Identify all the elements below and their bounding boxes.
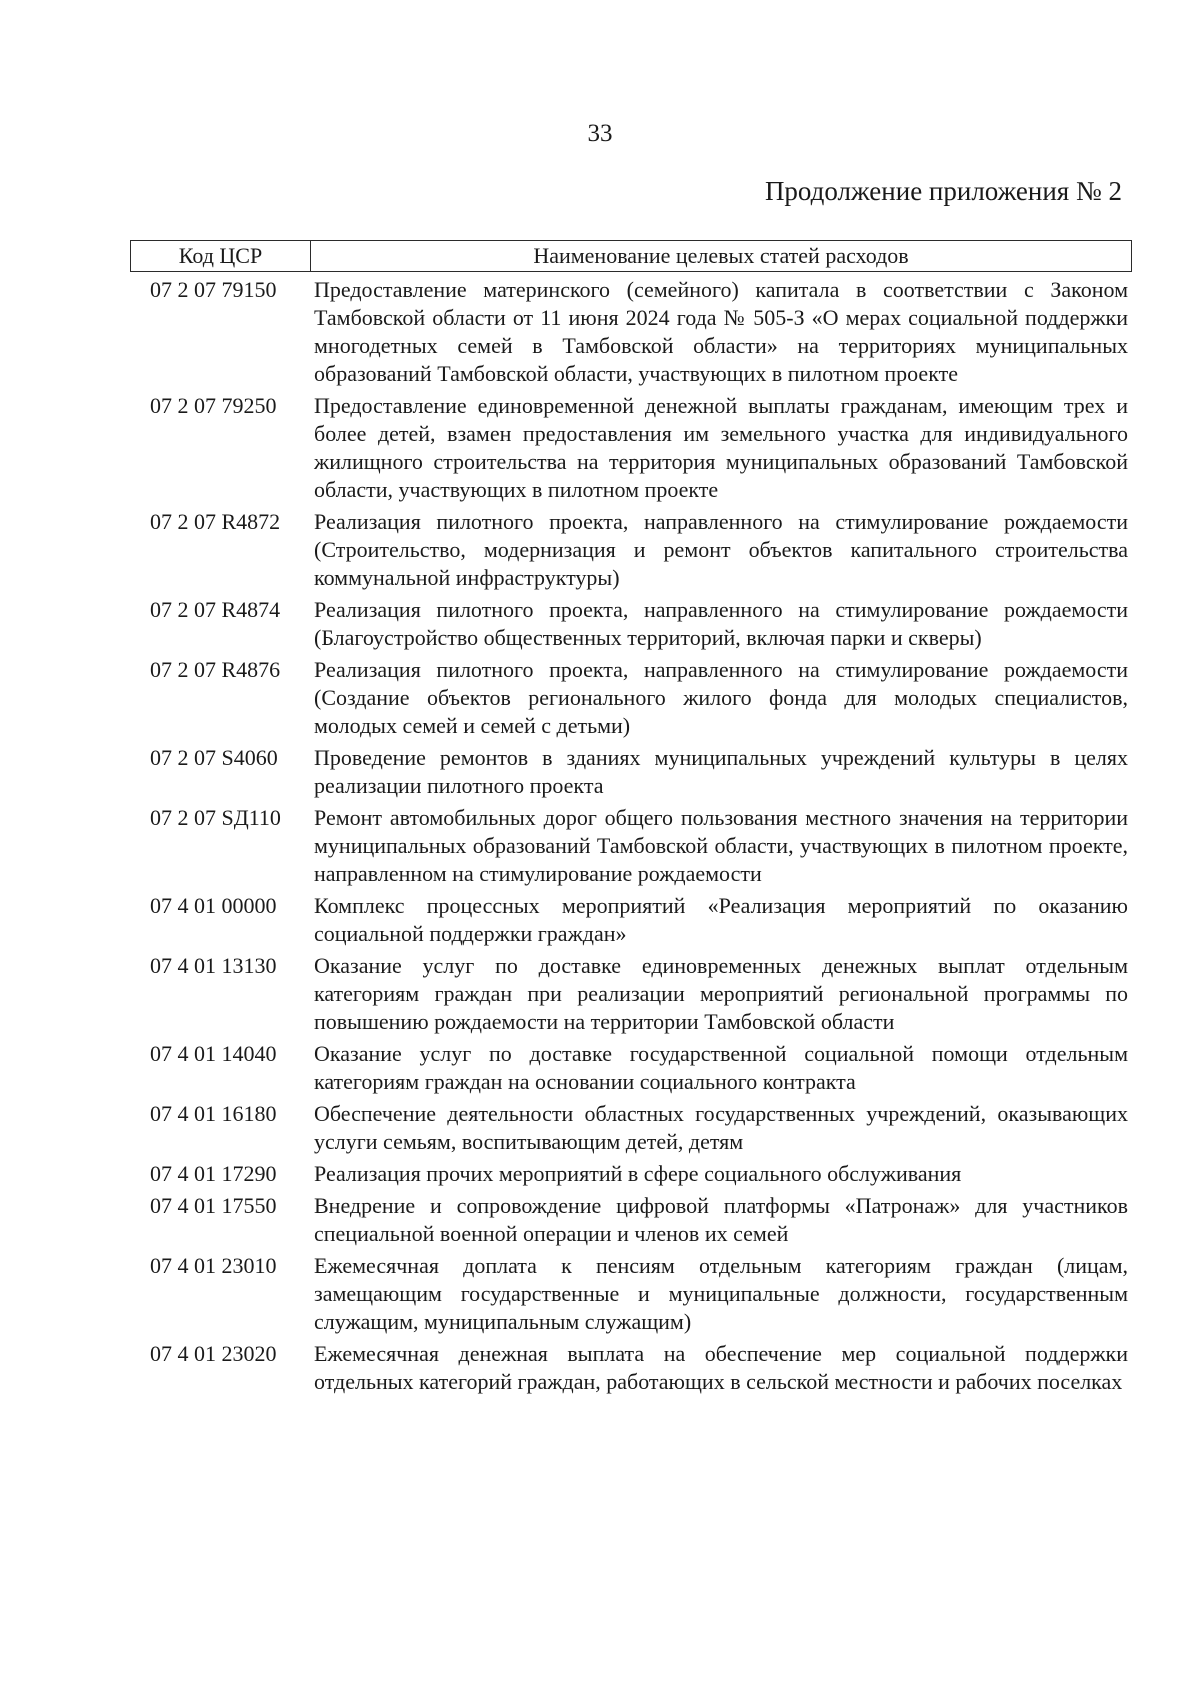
row-name: Оказание услуг по доставке государственной социальной помощи отдельным категориям граждан на основании социального контракта — [314, 1041, 1128, 1094]
row-name: Реализация прочих мероприятий в сфере социального обслуживания — [314, 1161, 962, 1186]
row-code: 07 4 01 17290 — [150, 1161, 277, 1186]
row-code: 07 2 07 79150 — [150, 277, 277, 302]
row-name: Реализация пилотного проекта, направленного на стимулирование рождаемости (Благоустройство общественных территорий, включая парки и скверы) — [314, 597, 1128, 650]
row-code: 07 2 07 R4872 — [150, 509, 281, 534]
table-row — [130, 596, 1132, 652]
table-row — [130, 656, 1132, 740]
table-row — [130, 1160, 1132, 1188]
row-code: 07 2 07 79250 — [150, 393, 277, 418]
row-code: 07 4 01 17550 — [150, 1193, 277, 1218]
row-name: Проведение ремонтов в зданиях муниципальных учреждений культуры в целях реализации пилотного проекта — [314, 745, 1128, 798]
row-name: Ремонт автомобильных дорог общего пользования местного значения на территории муниципальных образований Тамбовской области, участвующих в пилотном проекте, направленном на стимулирование рождаемости — [314, 805, 1128, 886]
row-code: 07 4 01 23010 — [150, 1253, 277, 1278]
table-row — [130, 744, 1132, 800]
page-number: 33 — [587, 120, 613, 147]
row-name: Оказание услуг по доставке единовременных денежных выплат отдельным категориям граждан при реализации мероприятий региональной программы по повышению рождаемости на территории Тамбовской области — [314, 953, 1128, 1034]
row-name: Реализация пилотного проекта, направленного на стимулирование рождаемости (Строительство, модернизация и ремонт объектов капитального строительства коммунальной инфраструктуры) — [314, 509, 1128, 590]
table-row — [130, 1040, 1132, 1096]
header-name: Наименование целевых статей расходов — [533, 243, 909, 268]
table-row — [130, 1340, 1132, 1396]
row-code: 07 2 07 S4060 — [150, 745, 278, 770]
table-body — [130, 272, 1132, 1396]
row-code: 07 4 01 00000 — [150, 893, 277, 918]
row-code: 07 4 01 13130 — [150, 953, 277, 978]
appendix-title: Продолжение приложения № 2 — [764, 176, 1122, 206]
row-name: Ежемесячная доплата к пенсиям отдельным категориям граждан (лицам, замещающим государственные и муниципальные должности, государственным служащим, муниципальным служащим) — [314, 1253, 1128, 1334]
table-row — [130, 952, 1132, 1036]
row-code: 07 2 07 R4874 — [150, 597, 281, 622]
row-name: Внедрение и сопровождение цифровой платформы «Патронаж» для участников специальной военной операции и членов их семей — [314, 1193, 1128, 1246]
expenditure-table — [130, 240, 1132, 1396]
row-name: Предоставление единовременной денежной выплаты гражданам, имеющим трех и более детей, взамен предоставления им земельного участка для индивидуального жилищного строительства на территория муниципальных образований Тамбовской области, участвующих в пилотном проекте — [314, 393, 1128, 502]
table-row — [130, 1252, 1132, 1336]
table-row — [130, 892, 1132, 948]
row-code: 07 2 07 SД110 — [150, 805, 281, 830]
row-code: 07 2 07 R4876 — [150, 657, 281, 682]
table-header — [130, 240, 1132, 272]
row-code: 07 4 01 16180 — [150, 1101, 277, 1126]
row-name: Реализация пилотного проекта, направленного на стимулирование рождаемости (Создание объектов регионального жилого фонда для молодых специалистов, молодых семей и семей с детьми) — [314, 657, 1128, 738]
row-code: 07 4 01 23020 — [150, 1341, 277, 1366]
table-row — [130, 1192, 1132, 1248]
table-row — [130, 508, 1132, 592]
table-row — [130, 1100, 1132, 1156]
row-name: Предоставление материнского (семейного) капитала в соответствии с Законом Тамбовской области от 11 июня 2024 года № 505-З «О мерах социальной поддержки многодетных семей в Тамбовской области» на территориях муниципальных образований Тамбовской области, участвующих в пилотном проекте — [314, 277, 1128, 386]
table-row — [130, 804, 1132, 888]
row-name: Комплекс процессных мероприятий «Реализация мероприятий по оказанию социальной поддержки граждан» — [314, 893, 1128, 946]
row-name: Обеспечение деятельности областных государственных учреждений, оказывающих услуги семьям, воспитывающим детей, детям — [314, 1101, 1128, 1154]
header-code: Код ЦСР — [131, 241, 311, 271]
table-row — [130, 276, 1132, 388]
table-row — [130, 392, 1132, 504]
row-code: 07 4 01 14040 — [150, 1041, 277, 1066]
row-name: Ежемесячная денежная выплата на обеспечение мер социальной поддержки отдельных категорий граждан, работающих в сельской местности и рабочих поселках — [314, 1341, 1128, 1394]
